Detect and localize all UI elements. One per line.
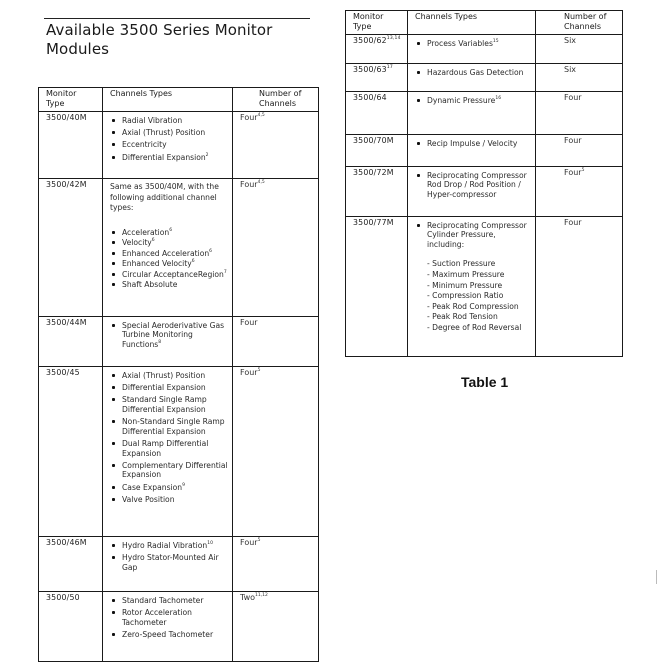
list-item: Special Aeroderivative Gas Turbine Monitoring Functions$^8$ <box>110 321 229 350</box>
list-item: Standard Single Ramp Differential Expansion <box>110 395 229 414</box>
channel-list <box>110 116 229 162</box>
channel-count: Four$^5$ <box>233 367 319 537</box>
header-channel-types: Channels Types <box>103 88 233 112</box>
channel-list <box>110 371 229 505</box>
channel-types <box>103 317 233 367</box>
list-item: Recip Impulse / Velocity <box>415 139 532 149</box>
channel-types <box>103 537 233 592</box>
sub-item: - Degree of Rod Reversal <box>427 323 522 333</box>
sub-item-list <box>415 259 532 333</box>
channel-list <box>110 228 229 291</box>
table-row <box>39 112 319 179</box>
channel-list <box>415 96 532 106</box>
list-item: Non-Standard Single Ramp Differential Expansion <box>110 417 229 436</box>
table-row <box>346 167 623 217</box>
channel-list <box>415 139 532 149</box>
channel-count: Six <box>536 35 623 64</box>
table-row <box>39 179 319 317</box>
monitor-type: 3500/50 <box>39 592 103 662</box>
list-item: Differential Expansion <box>110 383 229 393</box>
list-item: Process Variables$^{15}$ <box>415 39 532 49</box>
list-item: Reciprocating Compressor Cylinder Pressure, including: <box>415 221 532 250</box>
heading-rule <box>44 18 310 19</box>
table-header-row <box>39 88 319 112</box>
channel-list <box>110 596 229 640</box>
list-item: Case Expansion$^9$ <box>110 483 229 493</box>
header-monitor-type <box>39 88 103 112</box>
list-item: Dynamic Pressure$^{16}$ <box>415 96 532 106</box>
header-number-of-channels <box>233 88 319 112</box>
table-row <box>346 92 623 135</box>
channel-count: Two$^{11,12}$ <box>233 592 319 662</box>
channel-types <box>408 35 536 64</box>
channel-list <box>415 68 532 78</box>
sub-item: - Suction Pressure <box>427 259 496 269</box>
channel-count: Four$^5$ <box>536 167 623 217</box>
monitor-modules-table-right <box>345 10 623 357</box>
row-intro-text: Same as 3500/40M, with the following additional channel types: <box>110 182 219 212</box>
header-text: Type <box>46 99 65 108</box>
header-number-of-channels <box>536 11 623 35</box>
channel-list <box>110 541 229 572</box>
list-item: Differential Expansion$^2$ <box>110 153 229 163</box>
table-row <box>39 367 319 537</box>
monitor-type: 3500/62$^{13,14}$ <box>346 35 408 64</box>
channel-count: Four$^{4,5}$ <box>233 112 319 179</box>
list-item: Hazardous Gas Detection <box>415 68 532 78</box>
sub-item: - Peak Rod Compression <box>427 301 519 311</box>
channel-count: Four <box>536 217 623 357</box>
channel-list <box>415 221 532 250</box>
monitor-type: 3500/77M <box>346 217 408 357</box>
header-text: Number of <box>564 12 607 21</box>
monitor-modules-table-left <box>38 87 319 662</box>
monitor-type: 3500/45 <box>39 367 103 537</box>
channel-count: Four <box>536 135 623 167</box>
list-item: Radial Vibration <box>110 116 229 126</box>
table-row <box>346 35 623 64</box>
list-item: Eccentricity <box>110 140 229 150</box>
list-item: Dual Ramp Differential Expansion <box>110 439 229 458</box>
list-item: Acceleration$^6$ <box>110 228 229 238</box>
table-caption: Table 1 <box>461 374 509 390</box>
channel-list <box>415 171 532 200</box>
header-text: Channels <box>564 22 602 31</box>
table-row <box>39 317 319 367</box>
header-channel-types: Channels Types <box>408 11 536 35</box>
list-item: Circular AcceptanceRegion$^7$ <box>110 270 229 280</box>
list-item: Zero-Speed Tachometer <box>110 630 229 640</box>
header-text: Type <box>353 22 372 31</box>
monitor-type: 3500/44M <box>39 317 103 367</box>
channel-list <box>110 321 229 350</box>
list-item: Hydro Radial Vibration$^{10}$ <box>110 541 229 551</box>
page-title <box>46 21 316 59</box>
list-item: Rotor Acceleration Tachometer <box>110 608 229 627</box>
header-text: Monitor <box>46 89 77 98</box>
channel-count: Six <box>536 64 623 92</box>
list-item: Enhanced Acceleration$^6$ <box>110 249 229 259</box>
monitor-type: $3500/63^{17}$ <box>346 64 408 92</box>
channel-types <box>103 592 233 662</box>
channel-types <box>408 135 536 167</box>
channel-count: Four$^5$ <box>233 537 319 592</box>
list-item: Axial (Thrust) Position <box>110 128 229 138</box>
monitor-type: 3500/46M <box>39 537 103 592</box>
table-row <box>346 135 623 167</box>
list-item: Axial (Thrust) Position <box>110 371 229 381</box>
channel-list <box>415 39 532 49</box>
table-row <box>39 592 319 662</box>
list-item: Valve Position <box>110 495 229 505</box>
list-item: Reciprocating Compressor Rod Drop / Rod Position / Hyper-compressor <box>415 171 532 200</box>
channel-count: Four <box>233 317 319 367</box>
channel-types <box>103 367 233 537</box>
list-item: Velocity$^6$ <box>110 238 229 248</box>
monitor-type: 3500/40M <box>39 112 103 179</box>
channel-count: Four$^{4,5}$ <box>233 179 319 317</box>
sub-item: - Minimum Pressure <box>427 280 503 290</box>
channel-types <box>408 217 536 357</box>
table-row <box>39 537 319 592</box>
page-title-line-1: Available 3500 Series Monitor <box>46 21 273 39</box>
list-item: Standard Tachometer <box>110 596 229 606</box>
channel-count: Four <box>536 92 623 135</box>
list-item: Complementary Differential Expansion <box>110 461 229 480</box>
list-item: Hydro Stator-Mounted Air Gap <box>110 553 229 572</box>
sub-item: - Peak Rod Tension <box>427 312 498 322</box>
table-row <box>346 64 623 92</box>
channel-types <box>103 179 233 317</box>
table-row <box>346 217 623 357</box>
monitor-type: 3500/72M <box>346 167 408 217</box>
monitor-type: 3500/70M <box>346 135 408 167</box>
channel-types <box>103 112 233 179</box>
list-item: Enhanced Velocity$^6$ <box>110 259 229 269</box>
monitor-type: 3500/64 <box>346 92 408 135</box>
monitor-type: 3500/42M <box>39 179 103 317</box>
sub-item: - Compression Ratio <box>427 291 504 301</box>
channel-types <box>408 167 536 217</box>
page-title-line-2: Modules <box>46 40 110 58</box>
header-monitor-type <box>346 11 408 35</box>
sub-item: - Maximum Pressure <box>427 270 505 280</box>
channel-types <box>408 92 536 135</box>
list-item: Shaft Absolute <box>110 280 229 290</box>
header-text: Number of <box>259 89 302 98</box>
channel-types <box>408 64 536 92</box>
table-header-row <box>346 11 623 35</box>
header-text: Monitor <box>353 12 384 21</box>
header-text: Channels <box>259 99 297 108</box>
